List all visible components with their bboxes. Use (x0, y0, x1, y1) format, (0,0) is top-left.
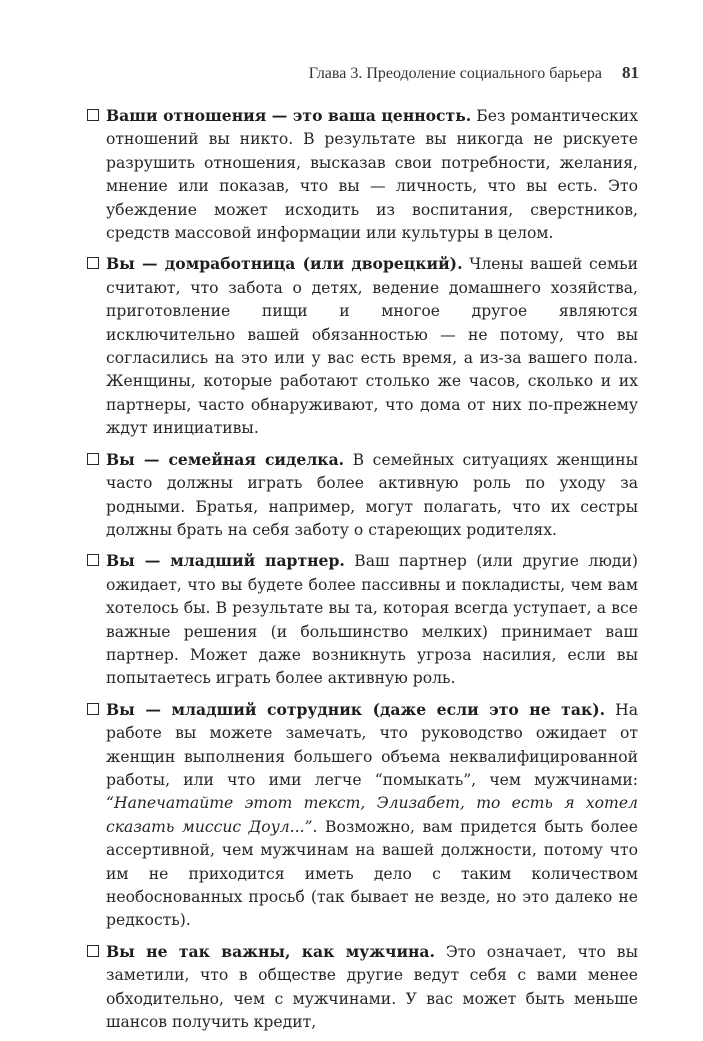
item-paragraph (106, 448, 638, 543)
item-body: Это означает, что вы заметили, что в обществе другие ведут себя с вами менее обходительно, чем с мужчинами. У вас может быть меньше шансов получить кредит, (106, 942, 638, 1032)
checklist-item (87, 940, 638, 1035)
item-heading: Вы — домработница (или дворецкий). (106, 254, 463, 274)
item-paragraph (106, 549, 638, 690)
checklist-item (87, 448, 638, 543)
checkbox-icon (87, 109, 99, 121)
item-paragraph (106, 698, 638, 933)
checkbox-icon (87, 554, 99, 566)
item-body: На работе вы можете замечать, что руководство ожидает от женщин выполнения большего объема неквалифицированной работы, или что ими легче “помыкать”, чем мужчинами: (106, 700, 639, 789)
item-heading: Вы не так важны, как мужчина. (106, 941, 435, 961)
item-quote: “Напечатайте этот текст, Элизабет, то есть я хотел сказать миссис Доул...” (106, 794, 638, 836)
checkbox-icon (87, 453, 99, 465)
checkbox-icon (87, 945, 99, 957)
item-paragraph (106, 104, 638, 245)
item-heading: Вы — семейная сиделка. (106, 449, 345, 469)
checklist-item (87, 698, 638, 933)
item-body: Без романтических отношений вы никто. В результате вы никогда не рискуете разрушить отношения, высказав свои потребности, желания, мнение или показав, что вы — личность, что вы есть. Это убеждение может исходить из воспитания, сверстников, средств массовой информации или культуры в целом. (106, 107, 638, 243)
page-number: 81 (622, 63, 639, 82)
checkbox-icon (87, 703, 99, 715)
item-heading: Вы — младший сотрудник (даже если это не так). (106, 699, 606, 719)
item-heading: Вы — младший партнер. (106, 551, 345, 571)
running-header (309, 63, 639, 83)
item-heading: Ваши отношения — это ваша ценность. (106, 106, 472, 125)
checkbox-icon (87, 257, 99, 269)
checklist (87, 104, 638, 1041)
item-body: В семейных ситуациях женщины часто должны играть более активную роль по уходу за родными. Братья, например, могут полагать, что их сестры должны брать на себя заботу о стареющих родителях. (106, 450, 638, 539)
checklist-item (87, 252, 638, 440)
chapter-title: Глава 3. Преодоление социального барьера (308, 65, 602, 82)
item-body: Члены вашей семьи считают, что забота о детях, ведение домашнего хозяйства, приготовление пищи и многое другое являются исключительно вашей обязанностью — не потому, что вы согласились на это или у вас есть время, а из-за вашего пола. Женщины, которые работают столько же часов, сколько и их партнеры, часто обнаруживают, что дома от них по-прежнему ждут инициативы. (106, 255, 638, 438)
item-body-continued: . Возможно, вам придется быть более ассертивной, чем мужчинам на вашей должности, потому что им не приходится иметь дело с таким количеством необоснованных просьб (так бывает не везде, но это далеко не редкость). (106, 817, 638, 930)
item-paragraph (106, 252, 638, 440)
item-paragraph (106, 940, 638, 1035)
item-body: Ваш партнер (или другие люди) ожидает, что вы будете более пассивны и покладисты, чем вам хотелось бы. В результате вы та, которая всегда уступает, а все важные решения (и большинство мелких) принимает ваш партнер. Может даже возникнуть угроза насилия, если вы попытаетесь играть более активную роль. (106, 552, 638, 688)
checklist-item (87, 549, 638, 690)
checklist-item (87, 104, 638, 245)
